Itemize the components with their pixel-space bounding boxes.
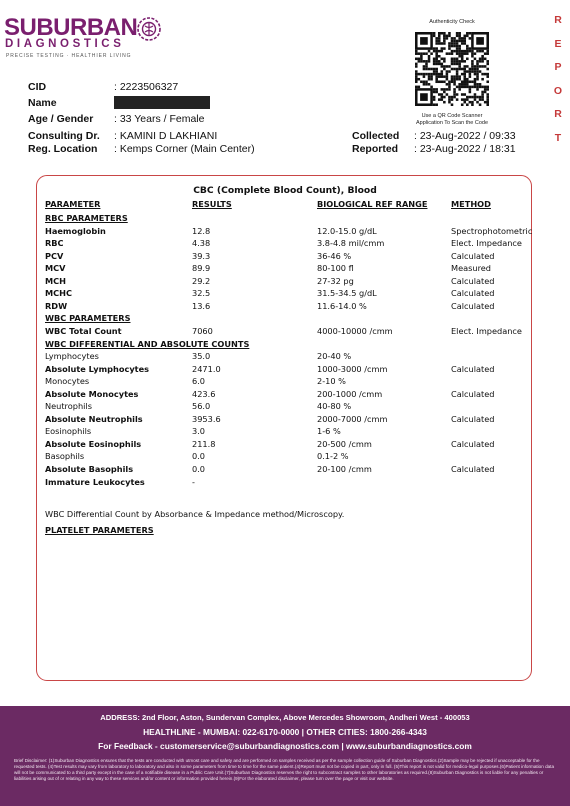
- reference-range: 2-10 %: [317, 376, 346, 387]
- cid-value: : 2223506327: [114, 81, 179, 93]
- age-gender-value: : 33 Years / Female: [114, 113, 205, 125]
- parameter-name: RBC: [45, 238, 64, 249]
- reference-range: 27-32 pg: [317, 275, 354, 286]
- result-value: 7060: [192, 325, 213, 336]
- reference-range: 12.0-15.0 g/dL: [317, 225, 377, 236]
- parameter-name: RDW: [45, 300, 68, 311]
- result-value: 423.6: [192, 388, 216, 399]
- brand-subtitle: DIAGNOSTICS: [5, 38, 125, 50]
- report-letter: P: [554, 61, 562, 73]
- parameter-name: Absolute Lymphocytes: [45, 363, 150, 374]
- result-value: 39.3: [192, 250, 211, 261]
- method-value: Calculated: [451, 300, 495, 311]
- parameter-name: MCV: [45, 263, 66, 274]
- parameter-name: Monocytes: [45, 376, 90, 387]
- header-results: RESULTS: [192, 199, 232, 209]
- result-value: 0.0: [192, 451, 206, 462]
- reference-range: 31.5-34.5 g/dL: [317, 288, 377, 299]
- section-header: WBC PARAMETERS: [45, 313, 131, 324]
- method-value: Calculated: [451, 250, 495, 261]
- report-letter: O: [553, 84, 563, 97]
- qr-caption-line1: Use a QR Code Scanner: [421, 113, 483, 119]
- method-value: Calculated: [451, 275, 495, 286]
- method-value: Calculated: [451, 413, 495, 424]
- result-value: 2471.0: [192, 363, 221, 374]
- reference-range: 0.1-2 %: [317, 451, 349, 462]
- method-value: Measured: [451, 263, 491, 274]
- parameter-name: WBC Total Count: [45, 325, 122, 336]
- reference-range: 40-80 %: [317, 401, 352, 412]
- report-letter: T: [554, 131, 562, 144]
- report-letter: E: [554, 37, 562, 50]
- result-value: 56.0: [192, 401, 211, 412]
- result-value: 3953.6: [192, 413, 221, 424]
- method-value: Elect. Impedance: [451, 325, 522, 336]
- qr-code[interactable]: [414, 32, 490, 106]
- disclaimer-text: Brief Disclaimer: (1)Suburban Diagnostics ensures that the tests are conducted with utmost care and safety and are performed on samples received as per the sample collection guide of Suburban Diagnostics.(2)Sample may be rejected if unacceptable for the requested tests. (4)Test results may vary from laboratory to laboratory and also in some parameters from time to time for the same patient.(4)Report must not be copied in part, only in full. (5)This report is not valid for medico-legal purposes.(6)Patient information data will not be communicated to a third party except in the case of a notifiable disease in a Public Care Unit.(7)Suburban Diagnostics reserves the right to subcontract samples to other laboratories as required.(8)Suburban Diagnostics is not liable for any penalties or liabilities arising out of or relating in any way to these services and/or content or information provided herein.(9)For the elaborated disclaimer, please turn over the page or visit our website.: [14, 758, 555, 781]
- parameter-name: Immature Leukocytes: [45, 476, 145, 487]
- reference-range: 20-500 /cmm: [317, 438, 372, 449]
- parameter-name: Absolute Monocytes: [45, 388, 139, 399]
- brand-logo: [4, 14, 204, 74]
- result-value: 29.2: [192, 275, 211, 286]
- result-value: 4.38: [192, 238, 211, 249]
- result-value: 12.8: [192, 225, 211, 236]
- footer-helpline[interactable]: HEALTHLINE - MUMBAI: 022-6170-0000 | OTHER CITIES: 1800-266-4343: [143, 727, 427, 737]
- header-range: BIOLOGICAL REF RANGE: [317, 199, 428, 209]
- header-parameter: PARAMETER: [45, 199, 101, 209]
- reference-range: 20-40 %: [317, 351, 352, 362]
- reported-label: Reported: [352, 143, 399, 155]
- reference-range: 36-46 %: [317, 250, 352, 261]
- parameter-name: Eosinophils: [45, 426, 92, 437]
- result-value: 13.6: [192, 300, 211, 311]
- parameter-name: Absolute Eosinophils: [45, 438, 142, 449]
- parameter-name: Lymphocytes: [45, 351, 99, 362]
- collected-value: : 23-Aug-2022 / 09:33: [414, 130, 516, 142]
- consulting-label: Consulting Dr.: [28, 130, 100, 142]
- result-value: 6.0: [192, 376, 206, 387]
- brand-emblem-icon: [136, 16, 162, 42]
- parameter-name: Absolute Basophils: [45, 464, 134, 474]
- reference-range: 20-100 /cmm: [317, 464, 372, 474]
- parameter-name: Basophils: [45, 451, 85, 462]
- footer-address: ADDRESS: 2nd Floor, Aston, Sundervan Complex, Above Mercedes Showroom, Andheri West - 400053: [100, 713, 470, 722]
- result-value: 3.0: [192, 426, 206, 437]
- report-vertical-label: [552, 14, 564, 155]
- reference-range: 80-100 fl: [317, 263, 354, 274]
- parameter-name: PCV: [45, 250, 64, 261]
- parameter-name: Absolute Neutrophils: [45, 413, 143, 424]
- footer-feedback[interactable]: For Feedback - customerservice@suburbandiagnostics.com | www.suburbandiagnostics.com: [98, 741, 472, 751]
- location-label: Reg. Location: [28, 143, 98, 155]
- age-gender-label: Age / Gender: [28, 113, 94, 125]
- section-header: RBC PARAMETERS: [45, 213, 128, 223]
- section-header: WBC DIFFERENTIAL AND ABSOLUTE COUNTS: [45, 338, 250, 349]
- method-value: Elect. Impedance: [451, 238, 522, 249]
- result-value: 35.0: [192, 351, 211, 362]
- method-value: Calculated: [451, 464, 495, 474]
- parameter-name: MCH: [45, 275, 67, 286]
- parameter-name: MCHC: [45, 288, 73, 299]
- reference-range: 2000-7000 /cmm: [317, 413, 388, 424]
- result-value: -: [192, 476, 195, 487]
- method-value: Calculated: [451, 438, 495, 449]
- method-value: Calculated: [451, 388, 495, 399]
- collected-label: Collected: [352, 130, 400, 142]
- footer-band: [0, 706, 570, 806]
- parameter-name: Haemoglobin: [45, 225, 106, 236]
- method-value: Calculated: [451, 363, 495, 374]
- redacted-name: [114, 96, 210, 109]
- reported-value: : 23-Aug-2022 / 18:31: [414, 143, 516, 155]
- reference-range: 11.6-14.0 %: [317, 300, 367, 311]
- platelet-section-header: PLATELET PARAMETERS: [45, 525, 154, 535]
- report-letter: R: [554, 14, 562, 26]
- method-value: Spectrophotometric: [451, 225, 533, 236]
- result-value: 0.0: [192, 464, 206, 474]
- header-method: METHOD: [451, 199, 491, 209]
- result-value: 89.9: [192, 263, 211, 274]
- parameter-name: Neutrophils: [45, 401, 92, 412]
- brand-name: SUBURBAN: [4, 14, 138, 41]
- authenticity-label: Authenticity Check: [429, 19, 475, 25]
- reference-range: 3.8-4.8 mil/cmm: [317, 238, 385, 249]
- qr-caption-line2: Application To Scan the Code: [415, 120, 489, 126]
- location-value: : Kemps Corner (Main Center): [114, 143, 255, 155]
- result-value: 32.5: [192, 288, 211, 299]
- report-title: CBC (Complete Blood Count), Blood: [193, 185, 377, 196]
- report-letter: R: [554, 108, 562, 120]
- reference-range: 1-6 %: [317, 426, 341, 437]
- method-value: Calculated: [451, 288, 495, 299]
- consulting-value: : KAMINI D LAKHIANI: [114, 130, 218, 142]
- differential-note: WBC Differential Count by Absorbance & Impedance method/Microscopy.: [45, 509, 345, 519]
- reference-range: 1000-3000 /cmm: [317, 363, 388, 374]
- cid-label: CID: [28, 81, 47, 93]
- brand-tagline: PRECISE TESTING · HEALTHIER LIVING: [6, 53, 132, 59]
- reference-range: 4000-10000 /cmm: [317, 325, 393, 336]
- name-label: Name: [28, 97, 57, 109]
- reference-range: 200-1000 /cmm: [317, 388, 383, 399]
- result-value: 211.8: [192, 438, 216, 449]
